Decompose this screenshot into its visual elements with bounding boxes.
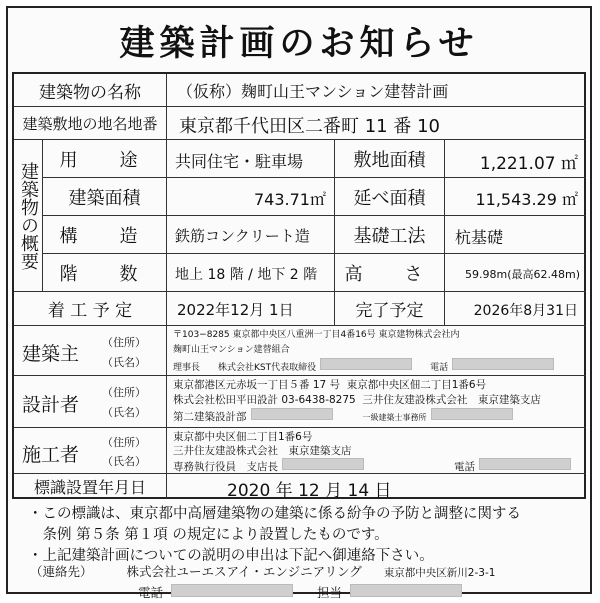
sign-date-label: 標識設置年月日 bbox=[14, 473, 166, 499]
contact-person: 担当 bbox=[316, 585, 342, 600]
designer-address-1: 東京都港区元赤坂一丁目５番 17 号 bbox=[173, 379, 341, 391]
structure-value: 鉄筋コンクリート造 bbox=[166, 215, 334, 253]
owner-tel: 電話 bbox=[430, 363, 449, 373]
redacted-block bbox=[251, 408, 333, 420]
redacted-block bbox=[350, 584, 462, 597]
finish-label: 完了予定 bbox=[334, 291, 444, 325]
height-value: 59.98m(最高62.48m) bbox=[444, 253, 586, 291]
designer-address-2: 東京都中央区佃二丁目1番6号 bbox=[346, 379, 487, 391]
designer-label-cell bbox=[14, 375, 166, 427]
bldg-area-value: 743.71㎡ bbox=[166, 177, 334, 215]
redacted-block bbox=[479, 458, 571, 470]
notes bbox=[28, 504, 521, 567]
site-value: 東京都千代田区二番町 11 番 10 bbox=[166, 106, 586, 139]
site-area-label: 敷地面積 bbox=[334, 139, 444, 177]
contact bbox=[30, 562, 590, 603]
builder-addr-sub: （住所） bbox=[102, 436, 146, 449]
finish-value: 2026年8月31日 bbox=[444, 291, 586, 325]
start-value: 2022年12月 1日 bbox=[166, 291, 334, 325]
floors-label: 階 数 bbox=[42, 253, 166, 291]
redacted-block bbox=[171, 584, 293, 597]
use-label: 用 途 bbox=[42, 139, 166, 177]
contact-tel: 電話 bbox=[138, 585, 164, 600]
builder-label: 施工者 bbox=[22, 444, 80, 466]
use-value: 共同住宅・駐車場 bbox=[166, 139, 334, 177]
builder-name-sub: （氏名） bbox=[102, 455, 146, 468]
floor-area-value: 11,543.29 ㎡ bbox=[444, 177, 586, 215]
designer-name-2: 三井住友建設株式会社 東京建築支店 bbox=[362, 394, 541, 406]
name-label: 建築物の名称 bbox=[39, 82, 141, 103]
builder-value bbox=[166, 427, 586, 473]
sign-board bbox=[6, 6, 592, 600]
owner-value bbox=[166, 325, 586, 375]
designer-value bbox=[166, 375, 586, 427]
info-table bbox=[12, 72, 586, 499]
builder-label-cell bbox=[14, 427, 166, 473]
contact-address: 東京都中央区新川2-3-1 bbox=[383, 567, 496, 579]
site-label: 建築敷地の地名地番 bbox=[14, 106, 166, 139]
owner-name-sub: （氏名） bbox=[102, 356, 146, 369]
designer-name-sub: （氏名） bbox=[102, 406, 146, 419]
structure-label: 構 造 bbox=[42, 215, 166, 253]
builder-address: 東京都中央区佃二丁目1番6号 bbox=[173, 431, 313, 443]
designer-addr-sub: （住所） bbox=[102, 386, 146, 399]
contact-company: 株式会社ユーエスアイ・エンジニアリング bbox=[126, 564, 362, 579]
bldg-area-label: 建築面積 bbox=[42, 177, 166, 215]
name-value: （仮称）麹町山王マンション建替計画 bbox=[166, 74, 586, 106]
floor-area-label: 延べ面積 bbox=[334, 177, 444, 215]
floors-value: 地上 18 階 / 地下 2 階 bbox=[166, 253, 334, 291]
contact-label: （連絡先） bbox=[30, 564, 93, 579]
builder-name: 三井住友建設株式会社 東京建築支店 bbox=[173, 445, 352, 457]
foundation-value: 杭基礎 bbox=[444, 215, 586, 253]
redacted-block bbox=[320, 358, 412, 370]
redacted-block bbox=[282, 458, 364, 470]
builder-role: 専務執行役員 支店長 bbox=[173, 461, 278, 473]
site-area-value: 1,221.07 ㎡ bbox=[444, 139, 586, 177]
height-label: 高 さ bbox=[334, 253, 444, 291]
builder-tel: 電話 bbox=[454, 461, 475, 473]
note-line-2: 条例 第５条 第１項 の規定により設置したものです。 bbox=[28, 527, 389, 543]
note-line-1: ・この標識は、東京都中高層建築物の建築に係る紛争の予防と調整に関する bbox=[28, 506, 521, 522]
designer-office: 一級建築士事務所 bbox=[362, 413, 427, 422]
designer-name-1: 株式会社松田平田設計 03-6438-8275 bbox=[173, 394, 356, 406]
owner-role: 理事長 株式会社KST代表取締役 bbox=[173, 363, 317, 373]
redacted-block bbox=[431, 408, 513, 420]
note-line-3: ・上記建築計画についての説明の申出は下記へ御連絡下さい。 bbox=[28, 548, 434, 564]
owner-name: 麹町山王マンション建替組合 bbox=[173, 345, 290, 355]
sign-date-value: 2020 年 12 月 14 日 bbox=[166, 473, 586, 499]
sign-title: 建築計画のお知らせ bbox=[119, 24, 479, 64]
start-label: 着 工 予 定 bbox=[14, 291, 166, 325]
owner-address: 〒103−8285 東京都中央区八重洲一丁目4番16号 東京建物株式会社内 bbox=[173, 330, 460, 340]
owner-addr-sub: （住所） bbox=[102, 336, 146, 349]
redacted-block bbox=[452, 358, 554, 370]
foundation-label: 基礎工法 bbox=[334, 215, 444, 253]
designer-label: 設計者 bbox=[22, 394, 80, 416]
overview-label: 建築物の概要 bbox=[14, 139, 42, 291]
designer-dept: 第二建築設計部 bbox=[173, 411, 247, 423]
owner-label-cell bbox=[14, 325, 166, 375]
owner-label: 建築主 bbox=[22, 343, 80, 365]
